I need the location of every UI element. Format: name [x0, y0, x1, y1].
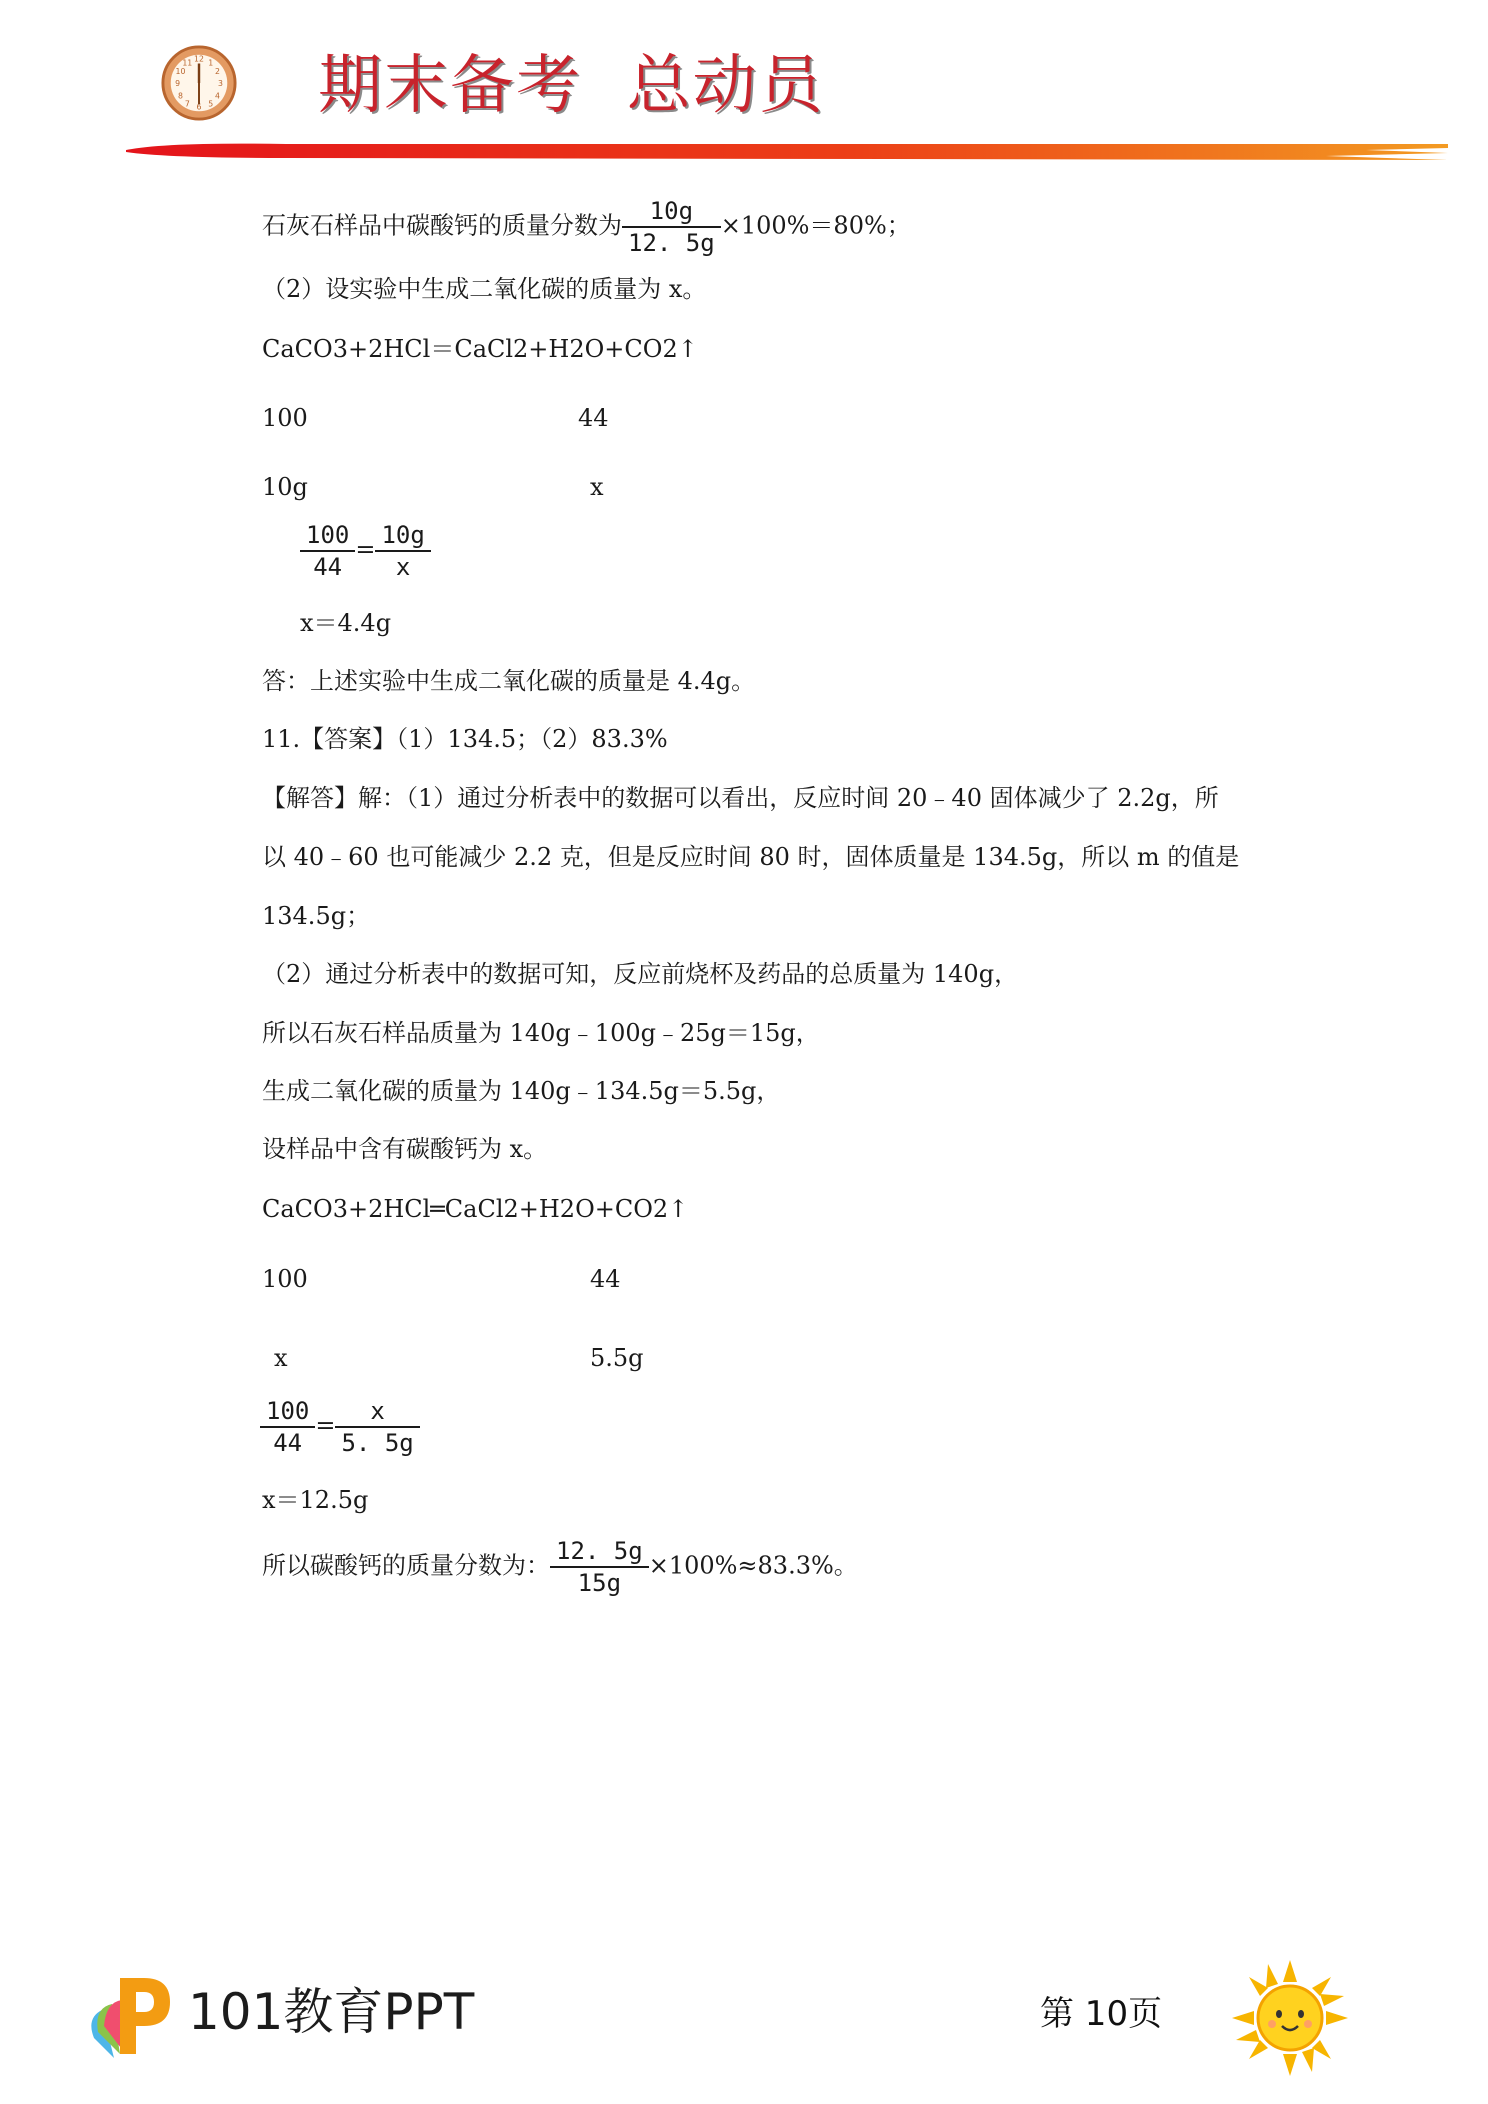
numerator: 10g	[622, 196, 721, 228]
denominator: 15g	[577, 1569, 622, 1597]
line-caco3-fraction	[262, 196, 911, 258]
header-banner	[126, 138, 1448, 166]
explanation-line-5: 所以石灰石样品质量为 140g﹣100g﹣25g＝15g，	[262, 1019, 820, 1047]
denominator: 44	[273, 1429, 303, 1457]
denominator: x	[395, 553, 411, 581]
denominator: 44	[313, 553, 343, 581]
svg-text:7: 7	[184, 99, 190, 109]
ratio-100: 100	[262, 404, 308, 432]
page-number: 第 10页	[1040, 1994, 1163, 2034]
svg-text:3: 3	[217, 78, 223, 88]
header-title: 期末备考 总动员	[318, 49, 825, 123]
explanation-line-1: 【解答】解：（1）通过分析表中的数据可以看出，反应时间 20﹣40 固体减少了 2.2g，所	[262, 784, 1219, 812]
explanation-line-3: 134.5g；	[262, 902, 371, 930]
text: 石灰石样品中碳酸钙的质量分数为	[262, 211, 622, 240]
equation-1: CaCO3+2HCl＝CaCl2+H2O+CO2↑	[262, 335, 698, 363]
svg-text:9: 9	[175, 78, 181, 88]
svg-text:1: 1	[208, 58, 214, 68]
fraction	[622, 196, 721, 258]
equals: =	[315, 1411, 336, 1440]
brand-name: 101教育PPT	[188, 1983, 475, 2041]
page-header	[0, 0, 1488, 170]
proportion-1	[300, 520, 431, 582]
svg-text:10: 10	[175, 67, 186, 77]
text: ×100%＝80%；	[720, 211, 911, 240]
answer-1: 答：上述实验中生成二氧化碳的质量是 4.4g。	[262, 667, 756, 695]
svg-text:6: 6	[196, 102, 202, 112]
svg-text:4: 4	[215, 91, 221, 101]
clock-icon	[160, 44, 238, 122]
equation-2: CaCO3+2HCl═CaCl2+H2O+CO2↑	[262, 1195, 689, 1223]
numerator: x	[335, 1396, 419, 1428]
explanation-line-6: 生成二氧化碳的质量为 140g﹣134.5g＝5.5g，	[262, 1077, 781, 1105]
explanation-line-4: （2）通过分析表中的数据可知，反应前烧杯及药品的总质量为 140g，	[262, 960, 1019, 988]
numerator: 12. 5g	[550, 1536, 649, 1568]
explanation-line-2: 以 40﹣60 也可能减少 2.2 克，但是反应时间 80 时，固体质量是 134.5g，所以 m 的值是	[262, 843, 1240, 871]
fraction-left	[260, 1396, 315, 1458]
final-fraction-line	[262, 1536, 858, 1598]
result-2: x＝12.5g	[262, 1486, 369, 1514]
101-logo-icon	[84, 1968, 174, 2064]
ratio-10g: 10g	[262, 473, 308, 501]
sun-mascot-icon	[1230, 1958, 1350, 2078]
svg-text:2: 2	[215, 67, 221, 77]
svg-text:5: 5	[208, 99, 214, 109]
fraction	[550, 1536, 649, 1598]
proportion-2	[260, 1396, 420, 1458]
ratio-44: 44	[578, 404, 609, 432]
numerator: 100	[260, 1396, 315, 1428]
ratio-x: x	[590, 473, 604, 501]
fraction-left	[300, 520, 355, 582]
ratio2-44: 44	[590, 1265, 621, 1293]
numerator: 10g	[375, 520, 430, 552]
svg-text:12: 12	[194, 54, 204, 64]
denominator: 12. 5g	[628, 229, 715, 257]
ratio2-5-5g: 5.5g	[590, 1344, 644, 1372]
numerator: 100	[300, 520, 355, 552]
denominator: 5. 5g	[341, 1429, 414, 1457]
ratio2-100: 100	[262, 1265, 308, 1293]
svg-text:11: 11	[182, 58, 193, 68]
question-11-answer: 11.【答案】（1）134.5；（2）83.3%	[262, 725, 668, 753]
equals: =	[355, 535, 376, 564]
fraction-right	[375, 520, 430, 582]
explanation-line-7: 设样品中含有碳酸钙为 x。	[262, 1135, 548, 1163]
text: 所以碳酸钙的质量分数为：	[262, 1551, 550, 1580]
line-setup-x: （2）设实验中生成二氧化碳的质量为 x。	[262, 275, 707, 303]
fraction-right	[335, 1396, 419, 1458]
text: ×100%≈83.3%。	[648, 1551, 858, 1580]
ratio2-x: x	[274, 1344, 288, 1372]
svg-text:8: 8	[177, 91, 183, 101]
result-1: x＝4.4g	[300, 609, 392, 637]
